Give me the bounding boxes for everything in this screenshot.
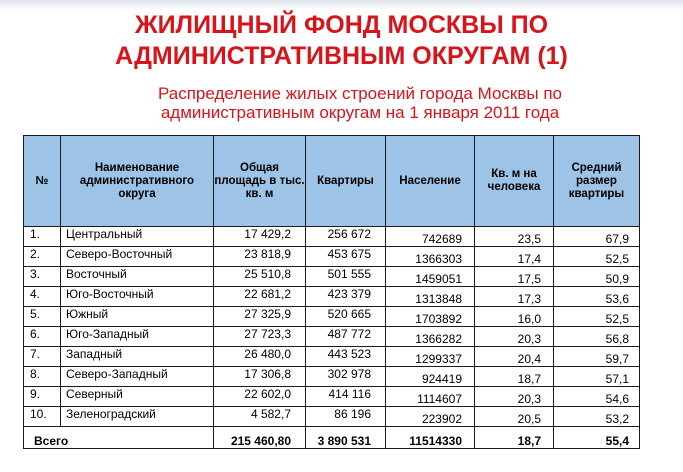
- cell-name: Южный: [61, 307, 214, 327]
- cell-area: 22 681,2: [214, 287, 306, 307]
- cell-sqm-per-person: 17,3: [475, 287, 554, 307]
- cell-num: 6.: [24, 327, 61, 347]
- cell-name: Центральный: [61, 227, 214, 247]
- cell-area: 17 429,2: [214, 227, 306, 247]
- cell-name: Северный: [61, 387, 214, 407]
- page-subtitle: [60, 84, 660, 122]
- cell-avg-size: 53,2: [554, 407, 640, 427]
- page-title: [0, 10, 683, 72]
- cell-population: 1114607: [386, 387, 475, 407]
- table-header-row: [24, 136, 640, 227]
- cell-population: 223902: [386, 407, 475, 427]
- cell-apartments: 86 196: [306, 407, 386, 427]
- total-sqm-per-person: 18,7: [475, 427, 554, 449]
- table-row: [24, 407, 640, 427]
- header-area: Общая площадь в тыс. кв. м: [214, 136, 306, 227]
- cell-name: Северо-Восточный: [61, 247, 214, 267]
- cell-sqm-per-person: 20,3: [475, 387, 554, 407]
- header-num: №: [24, 136, 61, 227]
- table-row: [24, 367, 640, 387]
- total-row: [24, 427, 640, 449]
- title-line-1: ЖИЛИЩНЫЙ ФОНД МОСКВЫ ПО: [134, 11, 549, 39]
- cell-area: 22 602,0: [214, 387, 306, 407]
- cell-sqm-per-person: 20,4: [475, 347, 554, 367]
- cell-name: Юго-Западный: [61, 327, 214, 347]
- total-area: 215 460,80: [214, 427, 306, 449]
- cell-population: 1459051: [386, 267, 475, 287]
- cell-sqm-per-person: 20,5: [475, 407, 554, 427]
- cell-population: 1366282: [386, 327, 475, 347]
- total-population: 11514330: [386, 427, 475, 449]
- cell-num: 2.: [24, 247, 61, 267]
- cell-avg-size: 59,7: [554, 347, 640, 367]
- cell-apartments: 487 772: [306, 327, 386, 347]
- top-strip: [0, 0, 683, 10]
- title-line-2: АДМИНИСТРАТИВНЫМ ОКРУГАМ (1): [115, 42, 568, 70]
- cell-name: Западный: [61, 347, 214, 367]
- cell-apartments: 520 665: [306, 307, 386, 327]
- cell-name: Юго-Восточный: [61, 287, 214, 307]
- header-sqm-per-person: Кв. м на человека: [475, 136, 554, 227]
- cell-num: 1.: [24, 227, 61, 247]
- cell-num: 7.: [24, 347, 61, 367]
- cell-area: 26 480,0: [214, 347, 306, 367]
- table-row: [24, 387, 640, 407]
- cell-apartments: 501 555: [306, 267, 386, 287]
- cell-apartments: 256 672: [306, 227, 386, 247]
- cell-area: 17 306,8: [214, 367, 306, 387]
- header-name: Наименование административного округа: [61, 136, 214, 227]
- cell-area: 27 723,3: [214, 327, 306, 347]
- cell-apartments: 453 675: [306, 247, 386, 267]
- table-row: [24, 327, 640, 347]
- header-population: Население: [386, 136, 475, 227]
- cell-population: 742689: [386, 227, 475, 247]
- cell-name: Зеленоградский: [61, 407, 214, 427]
- cell-population: 1299337: [386, 347, 475, 367]
- cell-sqm-per-person: 18,7: [475, 367, 554, 387]
- cell-sqm-per-person: 17,5: [475, 267, 554, 287]
- cell-population: 924419: [386, 367, 475, 387]
- total-apartments: 3 890 531: [306, 427, 386, 449]
- housing-table: [23, 135, 640, 449]
- cell-num: 5.: [24, 307, 61, 327]
- cell-area: 23 818,9: [214, 247, 306, 267]
- cell-avg-size: 53,6: [554, 287, 640, 307]
- cell-avg-size: 52,5: [554, 307, 640, 327]
- cell-num: 8.: [24, 367, 61, 387]
- cell-apartments: 302 978: [306, 367, 386, 387]
- cell-num: 3.: [24, 267, 61, 287]
- cell-avg-size: 56,8: [554, 327, 640, 347]
- cell-apartments: 443 523: [306, 347, 386, 367]
- cell-num: 9.: [24, 387, 61, 407]
- cell-area: 25 510,8: [214, 267, 306, 287]
- cell-area: 4 582,7: [214, 407, 306, 427]
- cell-population: 1366303: [386, 247, 475, 267]
- subtitle-line-2: административным округам на 1 января 2011 года: [160, 103, 560, 122]
- cell-sqm-per-person: 17,4: [475, 247, 554, 267]
- cell-avg-size: 52,5: [554, 247, 640, 267]
- table-row: [24, 227, 640, 247]
- total-label: Всего: [24, 427, 214, 449]
- cell-population: 1313848: [386, 287, 475, 307]
- cell-sqm-per-person: 23,5: [475, 227, 554, 247]
- header-apartments: Квартиры: [306, 136, 386, 227]
- cell-apartments: 423 379: [306, 287, 386, 307]
- table-row: [24, 287, 640, 307]
- table-row: [24, 347, 640, 367]
- cell-apartments: 414 116: [306, 387, 386, 407]
- cell-avg-size: 57,1: [554, 367, 640, 387]
- subtitle-line-1: Распределение жилых строений города Москвы по: [158, 84, 562, 103]
- table-row: [24, 307, 640, 327]
- header-avg-size: Средний размер квартиры: [554, 136, 640, 227]
- cell-avg-size: 50,9: [554, 267, 640, 287]
- table-row: [24, 247, 640, 267]
- cell-area: 27 325,9: [214, 307, 306, 327]
- cell-avg-size: 54,6: [554, 387, 640, 407]
- total-avg-size: 55,4: [554, 427, 640, 449]
- cell-num: 10.: [24, 407, 61, 427]
- table-row: [24, 267, 640, 287]
- cell-name: Восточный: [61, 267, 214, 287]
- cell-num: 4.: [24, 287, 61, 307]
- cell-sqm-per-person: 16,0: [475, 307, 554, 327]
- cell-avg-size: 67,9: [554, 227, 640, 247]
- cell-population: 1703892: [386, 307, 475, 327]
- cell-name: Северо-Западный: [61, 367, 214, 387]
- cell-sqm-per-person: 20,3: [475, 327, 554, 347]
